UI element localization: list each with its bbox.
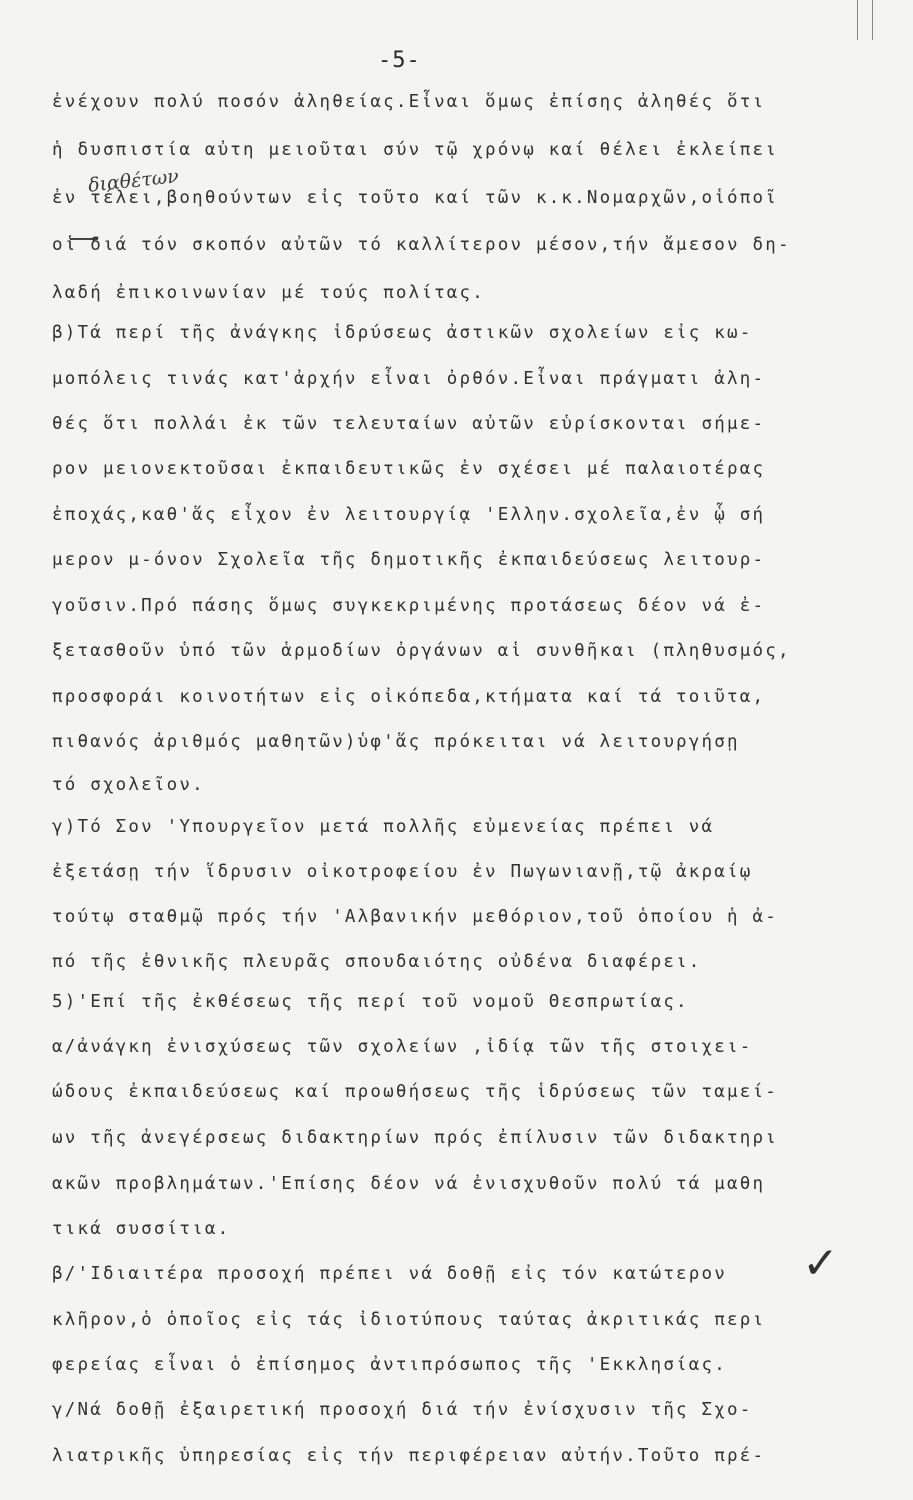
text-line: ρον μειονεκτοῦσαι ἐκπαιδευτικῶς ἐν σχέσει μέ παλαιοτέρας <box>52 459 766 479</box>
text-line: ξετασθοῦν ὑπό τῶν ἁρμοδίων ὀργάνων αἱ συνθῆκαι (πληθυσμός, <box>52 641 791 661</box>
text-line: γ/Νά δοθῇ ἐξαιρετική προσοχή διά τήν ἐνίσχυσιν τῆς Σχο- <box>52 1400 753 1420</box>
check-mark-icon: ✓ <box>802 1238 839 1289</box>
text-line: ἡ δυσπιστία αὐτη μειοῦται σύν τῷ χρόνῳ καί θέλει ἐκλείπει <box>52 140 778 160</box>
text-line: μοπόλεις τινάς κατ'ἀρχήν εἶναι ὀρθόν.Εἶναι πράγματι ἀλη- <box>52 369 766 389</box>
text-line: 5)'Επί τῆς ἐκθέσεως τῆς περί τοῦ νομοῦ Θεσπρωτίας. <box>52 992 689 1012</box>
text-line: ἐν τέλει,βοηθούντων εἰς τοῦτο καί τῶν κ.κ.Νομαρχῶν,οἱόποῖ <box>52 188 778 208</box>
page-edge-lines <box>857 0 873 40</box>
text-line: φερείας εἶναι ὁ ἐπίσημος ἀντιπρόσωπος τῆς 'Εκκλησίας. <box>52 1355 728 1375</box>
text-line: γ)Τό Σον 'Υπουργεῖον μετά πολλῆς εὐμενείας πρέπει νά <box>52 817 715 837</box>
page-number: -5- <box>378 48 421 73</box>
text-line: πό τῆς ἐθνικῆς πλευρᾶς σπουδαιότης οὐδένα διαφέρει. <box>52 952 702 972</box>
text-line: μερον μ-όνον Σχολεῖα τῆς δημοτικῆς ἐκπαιδεύσεως λειτουρ- <box>52 550 766 570</box>
text-line: ώδους ἐκπαιδεύσεως καί προωθήσεως τῆς ἱδρύσεως τῶν ταμεί- <box>52 1082 778 1102</box>
text-line: οἱ διά τόν σκοπόν αὐτῶν τό καλλίτερον μέσον,τήν ἄμεσον δη- <box>52 235 791 255</box>
text-line: γοῦσιν.Πρό πάσης ὅμως συγκεκριμένης προτάσεως δέον νά ἐ- <box>52 596 766 616</box>
text-line: ἐξετάσῃ τήν ἵδρυσιν οἰκοτροφείου ἐν Πωγωνιανῇ,τῷ ἀκραίῳ <box>52 862 753 882</box>
text-line: κλῆρον,ὁ ὁποῖος εἰς τάς ἰδιοτύπους ταύτας ἀκριτικάς περι <box>52 1310 766 1330</box>
text-line: ακῶν προβλημάτων.'Επίσης δέον νά ἐνισχυθοῦν πολύ τά μαθη <box>52 1174 766 1194</box>
text-line: λιατρικῆς ὑπηρεσίας εἰς τήν περιφέρειαν αὐτήν.Τοῦτο πρέ- <box>52 1446 766 1466</box>
handwritten-annotation: διαθέτων <box>87 165 180 197</box>
text-line: β/'Ιδιαιτέρα προσοχή πρέπει νά δοθῇ εἰς τόν κατώτερον <box>52 1264 728 1284</box>
text-line: β)Τά περί τῆς ἀνάγκης ἱδρύσεως ἀστικῶν σχολείων εἰς κω- <box>52 323 753 343</box>
text-line: τούτῳ σταθμῷ πρός τήν 'Αλβανικήν μεθόριον,τοῦ ὁποίου ἡ ἀ- <box>52 907 778 927</box>
text-line: α/ἀνάγκη ἐνισχύσεως τῶν σχολείων ,ἰδίᾳ τῶν τῆς στοιχει- <box>52 1037 753 1057</box>
text-line: θές ὅτι πολλάι ἐκ τῶν τελευταίων αὐτῶν εὑρίσκονται σήμε- <box>52 414 766 434</box>
text-line: ἐποχάς,καθ'ἅς εἶχον ἐν λειτουργίᾳ 'Ελλην.σχολεῖα,ἐν ᾧ σή <box>52 505 766 525</box>
text-line: ων τῆς ἀνεγέρσεως διδακτηρίων πρός ἐπίλυσιν τῶν διδακτηρι <box>52 1128 778 1148</box>
text-line: προσφοράι κοινοτήτων εἰς οἰκόπεδα,κτήματα καί τά τοιῦτα, <box>52 687 766 707</box>
text-line: τό σχολεῖον. <box>52 775 205 795</box>
text-line: λαδή ἐπικοινωνίαν μέ τούς πολίτας. <box>52 283 486 303</box>
text-line: πιθανός ἀριθμός μαθητῶν)ὑφ'ἅς πρόκειται νά λειτουργήσῃ <box>52 732 740 752</box>
text-line: τικά συσσίτια. <box>52 1219 231 1239</box>
text-line: ἐνέχουν πολύ ποσόν ἀληθείας.Εἶναι ὅμως ἐπίσης ἀληθές ὅτι <box>52 92 766 112</box>
